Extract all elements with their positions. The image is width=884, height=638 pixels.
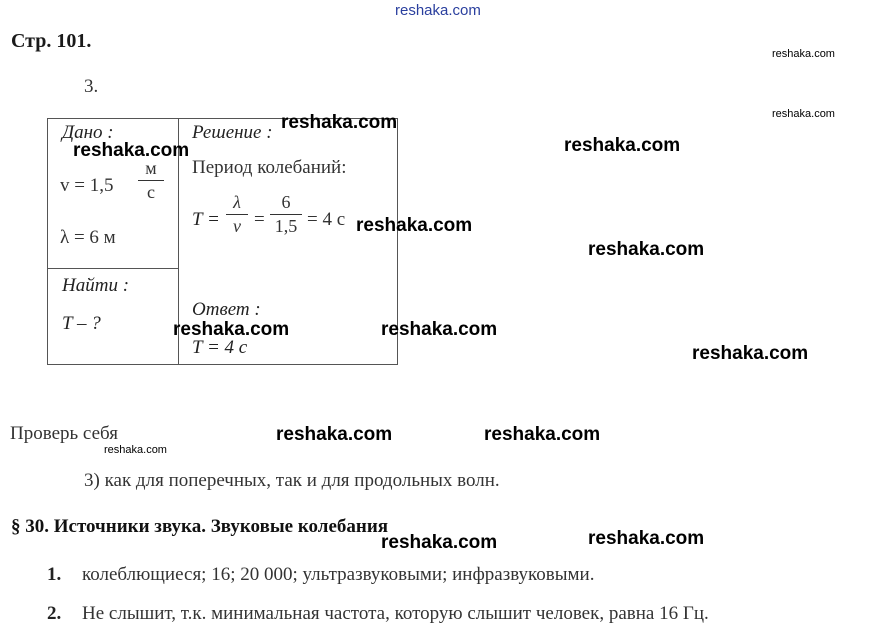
watermark: reshaka.com xyxy=(564,135,681,156)
fraction-bar xyxy=(226,214,248,215)
six-over-fraction xyxy=(270,192,302,237)
fraction-bar xyxy=(138,180,164,181)
item-number: 1. xyxy=(47,564,62,585)
fraction-numerator: λ xyxy=(233,192,241,212)
watermark: reshaka.com xyxy=(588,528,705,549)
page-title: Стр. 101. xyxy=(11,30,92,52)
answer-heading: Ответ : xyxy=(192,299,261,320)
watermark: reshaka.com xyxy=(73,140,190,161)
fraction-numerator: 6 xyxy=(281,192,291,212)
formula-result: = 4 с xyxy=(307,209,346,230)
formula-T: T = xyxy=(192,209,220,230)
item-text: колеблющиеся; 16; 20 000; ультразвуковыми; инфразвуковыми. xyxy=(82,564,595,585)
find-value: T – ? xyxy=(62,313,101,334)
watermark: reshaka.com xyxy=(484,424,601,445)
watermark: reshaka.com xyxy=(104,444,167,456)
fraction-denominator: 1,5 xyxy=(274,216,298,236)
lambda-over-v-fraction xyxy=(226,192,248,237)
watermark: reshaka.com xyxy=(381,532,498,553)
check-heading: Проверь себя xyxy=(10,423,118,444)
velocity-unit-denominator: с xyxy=(147,182,155,202)
find-heading: Найти : xyxy=(62,275,130,296)
watermark-top: reshaka.com xyxy=(395,2,481,19)
watermark: reshaka.com xyxy=(692,343,809,364)
watermark: reshaka.com xyxy=(281,112,398,133)
equals-sign: = xyxy=(254,209,265,230)
item-text: Не слышит, т.к. минимальная частота, которую слышит человек, равна 16 Гц. xyxy=(82,603,709,624)
given-heading: Дано : xyxy=(62,122,114,143)
watermark: reshaka.com xyxy=(276,424,393,445)
velocity-unit-numerator: м xyxy=(145,158,157,178)
period-label: Период колебаний: xyxy=(192,157,347,178)
watermark: reshaka.com xyxy=(173,319,290,340)
watermark: reshaka.com xyxy=(772,108,835,120)
watermark: reshaka.com xyxy=(381,319,498,340)
item-number: 2. xyxy=(47,603,62,624)
fraction-bar xyxy=(270,214,302,215)
answer-value: T = 4 с xyxy=(192,337,248,358)
problem-number: 3. xyxy=(84,76,99,97)
given-wavelength: λ = 6 м xyxy=(60,227,116,248)
solution-heading: Решение : xyxy=(192,122,273,143)
check-answer: 3) как для поперечных, так и для продольных волн. xyxy=(84,470,500,491)
section-title: § 30. Источники звука. Звуковые колебания xyxy=(11,516,389,537)
watermark: reshaka.com xyxy=(356,215,473,236)
watermark: reshaka.com xyxy=(772,48,835,60)
fraction-denominator: v xyxy=(233,216,241,236)
watermark: reshaka.com xyxy=(588,239,705,260)
given-velocity: v = 1,5 xyxy=(60,175,114,196)
velocity-unit-fraction xyxy=(138,158,164,203)
